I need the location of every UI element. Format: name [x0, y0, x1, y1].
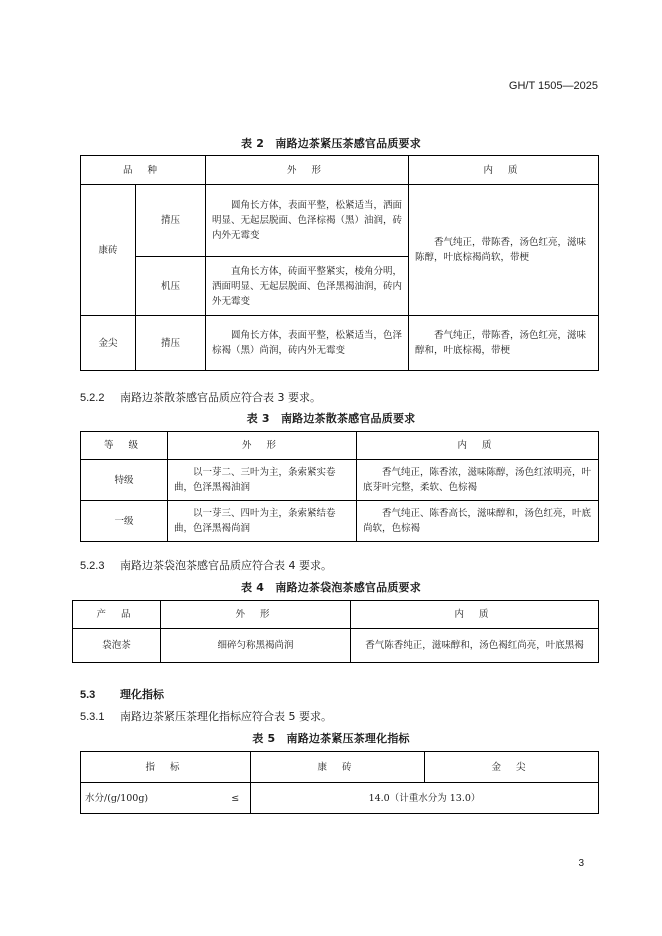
table-row: [81, 316, 599, 371]
paragraph-5-2-2: [80, 389, 321, 405]
clause-number: 5.2.3: [80, 560, 105, 572]
table-row: [81, 501, 599, 542]
table2-header-appearance: 外 形: [206, 156, 409, 185]
table4: [72, 600, 599, 663]
table2-appearance: 直角长方体，砖面平整紧实，棱角分明，洒面明显、无起层脱面、色泽黑褐油润，砖内外无霉变: [206, 257, 409, 316]
table2-caption: 表 2 南路边茶紧压茶感官品质要求: [241, 137, 421, 150]
table4-quality: 香气陈香纯正，滋味醇和，汤色褐红尚亮，叶底黑褐: [351, 629, 599, 663]
table-row: [81, 460, 599, 501]
clause-text: 南路边茶袋泡茶感官品质应符合表 4 要求。: [120, 559, 332, 572]
table4-header-product: 产 品: [73, 601, 161, 629]
section-5-3: [80, 686, 164, 702]
table3-caption: 表 3 南路边茶散茶感官品质要求: [246, 412, 416, 425]
table3-quality: 香气纯正，陈香浓，滋味陈醇，汤色红浓明亮，叶底芽叶完整，柔软、色棕褐: [357, 460, 599, 501]
table2-variety-kangzhuan: 康砖: [81, 185, 136, 316]
document-code: GH/T 1505—2025: [508, 80, 598, 92]
table5-indicator: 水分/(g/100g): [81, 783, 221, 814]
table2-quality-jinjian: 香气纯正，带陈香，汤色红亮，滋味醇和，叶底棕褐，带梗: [409, 316, 599, 371]
table5-header-row: [81, 752, 599, 783]
clause-number: 5.2.2: [80, 392, 105, 404]
table5-header-jinjian: 金 尖: [425, 752, 599, 783]
table4-header-appearance: 外 形: [161, 601, 351, 629]
table2-appearance: 圆角长方体，表面平整，松紧适当，色泽棕褐（黑）尚润，砖内外无霉变: [206, 316, 409, 371]
paragraph-5-3-1: [80, 708, 332, 724]
table2-header-row: [81, 156, 599, 185]
clause-number: 5.3.1: [80, 711, 105, 723]
table3-header-row: [81, 432, 599, 460]
table5-caption: 表 5 南路边茶紧压茶理化指标: [252, 732, 410, 745]
table2-quality-kangzhuan: 香气纯正，带陈香，汤色红亮，滋味陈醇，叶底棕褐尚软，带梗: [409, 185, 599, 316]
table3-grade: 一级: [81, 501, 168, 542]
table-row: [81, 185, 599, 257]
table2-method: 揹压: [136, 316, 206, 371]
table-row: [81, 783, 599, 814]
table2-method: 机压: [136, 257, 206, 316]
table5-header-kangzhuan: 康 砖: [251, 752, 425, 783]
table3-appearance: 以一芽二、三叶为主，条索紧实卷曲，色泽黑褐油润: [168, 460, 357, 501]
table2-appearance: 圆角长方体，表面平整，松紧适当，洒面明显、无起层脱面、色泽棕褐（黑）油润，砖内外无霉变: [206, 185, 409, 257]
table3-appearance: 以一芽三、四叶为主，条索紧结卷曲，色泽黑褐尚润: [168, 501, 357, 542]
table4-header-quality: 内 质: [351, 601, 599, 629]
table4-appearance: 细碎匀称黑褐尚润: [161, 629, 351, 663]
section-number: 5.3: [80, 689, 96, 701]
table2-method: 揹压: [136, 185, 206, 257]
table4-caption: 表 4 南路边茶袋泡茶感官品质要求: [241, 581, 421, 594]
table5: [80, 751, 599, 814]
table3-header-appearance: 外 形: [168, 432, 357, 460]
clause-text: 南路边茶散茶感官品质应符合表 3 要求。: [120, 391, 321, 404]
paragraph-5-2-3: [80, 557, 332, 573]
table3-quality: 香气纯正、陈香高长，滋味醇和，汤色红亮，叶底尚软，色棕褐: [357, 501, 599, 542]
table3-grade: 特级: [81, 460, 168, 501]
table2-header-variety: 品 种: [81, 156, 206, 185]
table2-header-quality: 内 质: [409, 156, 599, 185]
table2: [80, 155, 599, 371]
table2-variety-jinjian: 金尖: [81, 316, 136, 371]
table3-header-grade: 等 级: [81, 432, 168, 460]
section-title: 理化指标: [120, 688, 164, 701]
table5-symbol: ≤: [221, 783, 251, 814]
page-number: 3: [578, 858, 584, 869]
clause-text: 南路边茶紧压茶理化指标应符合表 5 要求。: [120, 710, 332, 723]
table5-header-indicator: 指 标: [81, 752, 251, 783]
table3-header-quality: 内 质: [357, 432, 599, 460]
table5-value: 14.0（计重水分为 13.0）: [251, 783, 599, 814]
table4-product: 袋泡茶: [73, 629, 161, 663]
table3: [80, 431, 599, 542]
table-row: [73, 629, 599, 663]
table4-header-row: [73, 601, 599, 629]
